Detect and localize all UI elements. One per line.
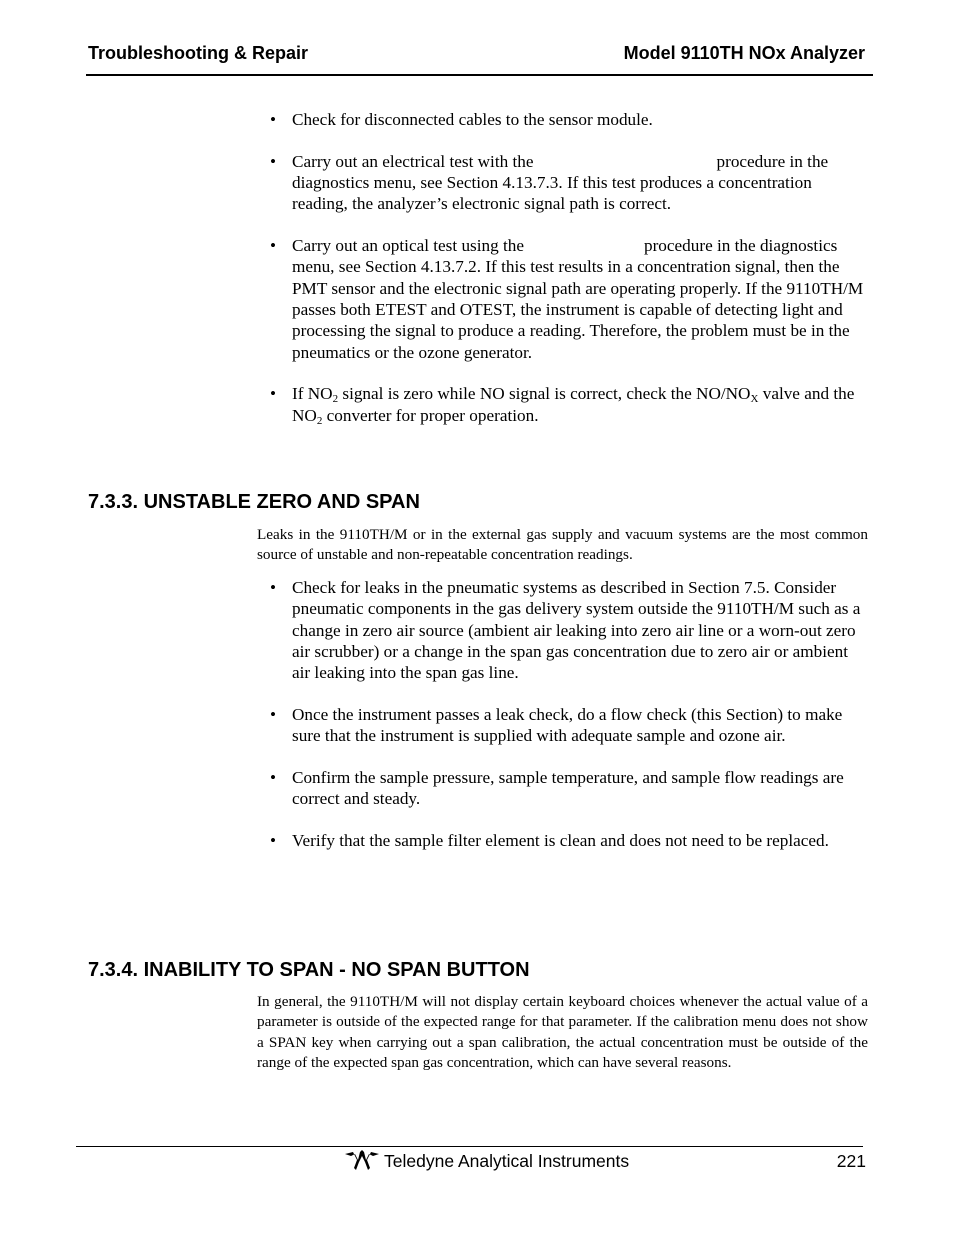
subscript: 2: [316, 414, 323, 427]
list-item-text: converter for proper operation.: [322, 405, 539, 425]
page-number: 221: [836, 1151, 866, 1171]
bullet-icon: •: [270, 151, 277, 171]
list-item-text-start: Carry out an optical test using the: [292, 236, 524, 256]
section-body-paragraph: In general, the 9110TH/M will not display certain keyboard choices whenever the actual value of a parameter is outside of the expected range for that parameter. If the calibration menu does not show a SPAN key when carrying out a span calibration, the actual concentration must be outside of the range of the expected span gas concentration, which can have several reasons.: [257, 993, 868, 1071]
list-item: [270, 383, 870, 426]
footer-divider: [76, 1146, 863, 1147]
list-item: [270, 767, 870, 810]
section-intro-paragraph: Leaks in the 9110TH/M or in the external gas supply and vacuum systems are the most common source of unstable and non-repeatable concentration readings.: [257, 526, 868, 564]
subscript: 2: [332, 393, 339, 406]
section-heading-unstable-zero-span: 7.3.3. UNSTABLE ZERO AND SPAN: [88, 491, 420, 513]
list-item: [270, 235, 870, 363]
footer-company-name: Teledyne Analytical Instruments: [384, 1151, 630, 1171]
bullet-icon: •: [270, 768, 277, 788]
list-item-text: If NO: [292, 384, 333, 404]
header-divider: [86, 74, 873, 76]
list-item: [270, 109, 870, 130]
bullet-icon: •: [270, 831, 277, 851]
leak-check-bullet-list: [270, 577, 870, 872]
list-item-text: Confirm the sample pressure, sample temperature, and sample flow readings are correct and steady.: [292, 768, 844, 809]
list-item-text: Check for leaks in the pneumatic systems as described in Section 7.5. Consider pneumatic components in the gas delivery system outside the 9110TH/M such as a change in zero air source (ambient air leaking into zero air line or a worn-out zero air scrubber) or a change in the span gas concentration due to zero air or ambient air leaking into the span gas line.: [292, 578, 861, 683]
list-item: [270, 151, 870, 215]
list-item-text-end: procedure in the diagnostics menu, see Section 4.13.7.3. If this test produces a concentration reading, the analyzer’s electronic signal path is correct.: [292, 151, 829, 214]
list-item-text: Verify that the sample filter element is clean and does not need to be replaced.: [292, 831, 829, 851]
list-item: [270, 704, 870, 747]
bullet-icon: •: [270, 704, 277, 724]
bullet-icon: •: [270, 578, 277, 597]
teledyne-logo-icon: [345, 1150, 379, 1172]
list-item-text: Check for disconnected cables to the sensor module.: [292, 110, 653, 129]
diagnostic-bullet-list: [270, 109, 870, 447]
list-item-text: valve and the NO: [292, 384, 855, 425]
subscript: X: [750, 393, 759, 406]
section-heading-inability-to-span: 7.3.4. INABILITY TO SPAN - NO SPAN BUTTON: [88, 959, 530, 981]
list-item: [270, 830, 870, 851]
header-model-title: Model 9110TH NOx Analyzer: [623, 43, 865, 63]
header-section-title: Troubleshooting & Repair: [88, 43, 309, 63]
list-item-text: signal is zero while NO signal is correct, check the NO/NO: [338, 384, 751, 404]
list-item-text-start: Carry out an electrical test with the: [292, 151, 534, 171]
bullet-icon: •: [270, 236, 277, 256]
bullet-icon: •: [270, 384, 277, 404]
bullet-icon: •: [270, 110, 277, 129]
list-item-text-end: procedure in the diagnostics menu, see Section 4.13.7.2. If this test results in a concentration signal, then the PMT sensor and the electronic signal path are operating properly. If the 9110TH/M passes both ETEST and OTEST, the instrument is capable of detecting light and processing the signal to produce a reading. Therefore, the problem must be in the pneumatics or the ozone generator.: [292, 236, 864, 362]
list-item: [270, 577, 870, 683]
list-item-text: Once the instrument passes a leak check, do a flow check (this Section) to make sure that the instrument is supplied with adequate sample and ozone air.: [292, 704, 843, 746]
